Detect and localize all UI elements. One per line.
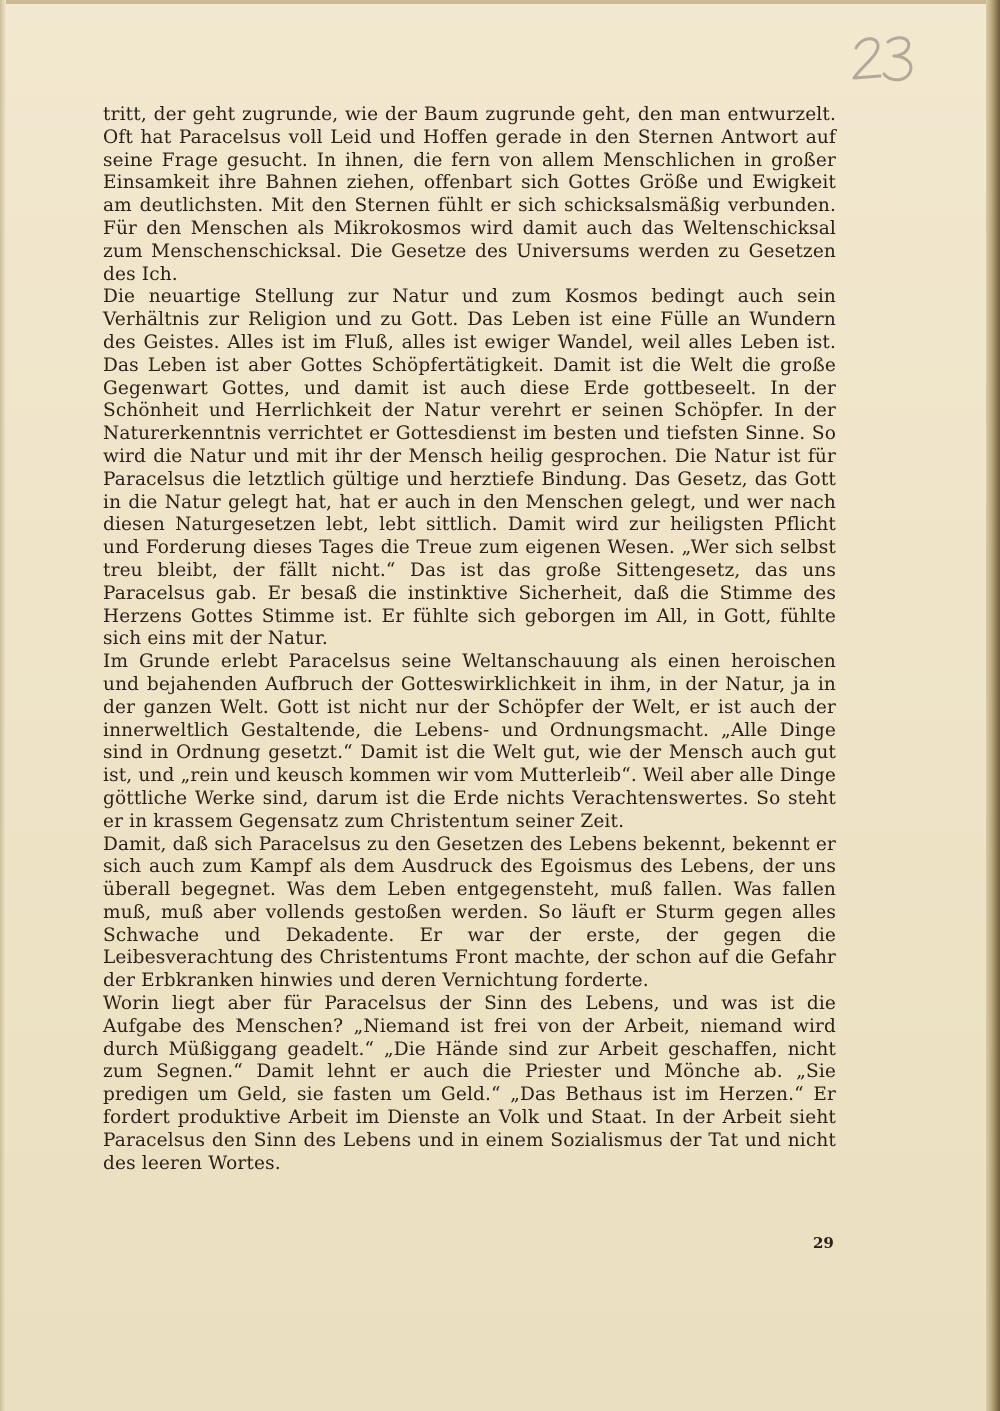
paragraph: Worin liegt aber für Paracelsus der Sinn des Lebens, und was ist die Aufgabe des Menschen? „Niemand ist frei von der Arbeit, niemand wird durch Müßiggang geadelt.“ „Die Hände sind zur Arbeit geschaffen, nicht zum Segnen.“ Damit lehnt er auch die Priester und Mönche ab. „Sie predigen um Geld, sie fasten um Geld.“ „Das Bethaus ist im Herzen.“ Er fordert produktive Arbeit im Dienste an Volk und Staat. In der Arbeit sieht Paracelsus den Sinn des Lebens und in einem Sozialismus der Tat und nicht des leeren Wortes.: [103, 993, 836, 1174]
page-number: 29: [813, 1234, 834, 1252]
page-left-edge: [0, 0, 6, 1411]
page-right-edge: [986, 0, 1000, 1411]
handwritten-page-number: [848, 30, 918, 86]
paragraph: Die neuartige Stellung zur Natur und zum Kosmos bedingt auch sein Verhältnis zur Religion und zu Gott. Das Leben ist eine Fülle an Wundern des Geistes. Alles ist im Fluß, alles ist ewiger Wandel, weil alles Leben ist. Das Leben ist aber Gottes Schöpfertätigkeit. Damit ist die Welt die große Gegenwart Gottes, und damit ist auch diese Erde gottbeseelt. In der Schönheit und Herrlichkeit der Natur verehrt er seinen Schöpfer. In der Naturerkenntnis verrichtet er Gottesdienst im besten und tiefsten Sinne. So wird die Natur und mit ihr der Mensch heilig gesprochen. Die Natur ist für Paracelsus die letztlich gültige und herztiefe Bindung. Das Gesetz, das Gott in die Natur gelegt hat, hat er auch in den Menschen gelegt, und wer nach diesen Naturgesetzen lebt, lebt sittlich. Damit wird zur heiligsten Pflicht und Forderung dieses Tages die Treue zum eigenen Wesen. „Wer sich selbst treu bleibt, der fällt nicht.“ Das ist das große Sittengesetz, das uns Paracelsus gab. Er besaß die instinktive Sicherheit, daß die Stimme des Herzens Gottes Stimme ist. Er fühlte sich geborgen im All, in Gott, fühlte sich eins mit der Natur.: [103, 286, 836, 650]
body-text: [103, 104, 836, 1175]
paragraph: Damit, daß sich Paracelsus zu den Gesetzen des Lebens bekennt, bekennt er sich auch zum Kampf als dem Ausdruck des Egoismus des Lebens, der uns überall begegnet. Was dem Leben entgegensteht, muß fallen. Was fallen muß, muß aber vollends gestoßen werden. So läuft er Sturm gegen alles Schwache und Dekadente. Er war der erste, der gegen die Leibesverachtung des Christentums Front machte, der schon auf die Gefahr der Erbkranken hinwies und deren Vernichtung forderte.: [103, 833, 836, 992]
paragraph: tritt, der geht zugrunde, wie der Baum zugrunde geht, den man entwurzelt. Oft hat Paracelsus voll Leid und Hoffen gerade in den Sternen Antwort auf seine Frage gesucht. In ihnen, die fern von allem Menschlichen in großer Einsamkeit ihre Bahnen ziehen, offenbart sich Gottes Größe und Ewigkeit am deutlichsten. Mit den Sternen fühlt er sich schicksalsmäßig verbunden. Für den Menschen als Mikrokosmos wird damit auch das Weltenschicksal zum Menschenschicksal. Die Gesetze des Universums werden zu Gesetzen des Ich.: [103, 104, 836, 285]
paragraph: Im Grunde erlebt Paracelsus seine Weltanschauung als einen heroischen und bejahenden Aufbruch der Gotteswirklichkeit in ihm, in der Natur, ja in der ganzen Welt. Gott ist nicht nur der Schöpfer der Welt, er ist auch der innerweltlich Gestaltende, die Lebens- und Ordnungsmacht. „Alle Dinge sind in Ordnung gesetzt.“ Damit ist die Welt gut, wie der Mensch auch gut ist, und „rein und keusch kommen wir vom Mutterleib“. Weil aber alle Dinge göttliche Werke sind, darum ist die Erde nichts Verachtenswertes. So steht er in krassem Gegensatz zum Christentum seiner Zeit.: [103, 651, 836, 832]
